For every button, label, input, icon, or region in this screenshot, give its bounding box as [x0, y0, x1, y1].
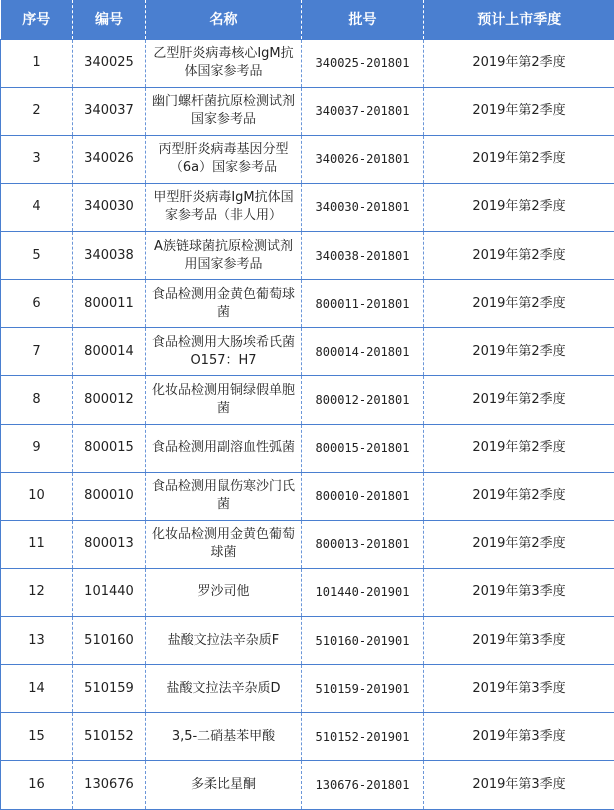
cell-name: 丙型肝炎病毒基因分型（6a）国家参考品	[146, 135, 302, 183]
cell-quarter: 2019年第2季度	[424, 280, 614, 328]
cell-seq: 9	[1, 424, 73, 472]
cell-code: 800012	[73, 376, 146, 424]
table-row	[1, 665, 614, 713]
cell-quarter: 2019年第2季度	[424, 183, 614, 231]
cell-name: 罗沙司他	[146, 568, 302, 616]
header-name: 名称	[146, 0, 302, 39]
cell-seq: 6	[1, 280, 73, 328]
header-quarter: 预计上市季度	[424, 0, 614, 39]
cell-quarter: 2019年第2季度	[424, 135, 614, 183]
cell-seq: 2	[1, 87, 73, 135]
cell-quarter: 2019年第2季度	[424, 472, 614, 520]
cell-seq: 12	[1, 568, 73, 616]
cell-code: 340038	[73, 232, 146, 280]
table-row	[1, 617, 614, 665]
cell-quarter: 2019年第3季度	[424, 665, 614, 713]
cell-lot: 510159-201901	[302, 665, 424, 713]
cell-name: 化妆品检测用金黄色葡萄球菌	[146, 520, 302, 568]
cell-seq: 14	[1, 665, 73, 713]
cell-quarter: 2019年第2季度	[424, 328, 614, 376]
cell-seq: 8	[1, 376, 73, 424]
cell-code: 800015	[73, 424, 146, 472]
cell-seq: 11	[1, 520, 73, 568]
cell-lot: 800013-201801	[302, 520, 424, 568]
cell-name: A族链球菌抗原检测试剂用国家参考品	[146, 232, 302, 280]
cell-quarter: 2019年第2季度	[424, 424, 614, 472]
cell-name: 食品检测用金黄色葡萄球菌	[146, 280, 302, 328]
table-row	[1, 472, 614, 520]
table-row	[1, 713, 614, 761]
cell-lot: 800015-201801	[302, 424, 424, 472]
table-row	[1, 232, 614, 280]
cell-code: 340030	[73, 183, 146, 231]
cell-code: 510160	[73, 617, 146, 665]
cell-code: 340026	[73, 135, 146, 183]
cell-seq: 1	[1, 39, 73, 87]
table-body	[1, 39, 614, 809]
cell-seq: 4	[1, 183, 73, 231]
table-row	[1, 328, 614, 376]
cell-name: 化妆品检测用铜绿假单胞菌	[146, 376, 302, 424]
cell-seq: 15	[1, 713, 73, 761]
table-row	[1, 135, 614, 183]
table-row	[1, 520, 614, 568]
cell-lot: 800010-201801	[302, 472, 424, 520]
table-row	[1, 761, 614, 809]
table-row	[1, 568, 614, 616]
cell-name: 乙型肝炎病毒核心IgM抗体国家参考品	[146, 39, 302, 87]
cell-seq: 5	[1, 232, 73, 280]
cell-name: 盐酸文拉法辛杂质D	[146, 665, 302, 713]
cell-code: 130676	[73, 761, 146, 809]
cell-quarter: 2019年第3季度	[424, 713, 614, 761]
cell-lot: 800012-201801	[302, 376, 424, 424]
cell-seq: 3	[1, 135, 73, 183]
cell-code: 340025	[73, 39, 146, 87]
cell-name: 多柔比星酮	[146, 761, 302, 809]
cell-name: 食品检测用副溶血性弧菌	[146, 424, 302, 472]
cell-quarter: 2019年第3季度	[424, 617, 614, 665]
cell-lot: 130676-201801	[302, 761, 424, 809]
cell-quarter: 2019年第2季度	[424, 232, 614, 280]
cell-code: 340037	[73, 87, 146, 135]
cell-lot: 340038-201801	[302, 232, 424, 280]
cell-quarter: 2019年第3季度	[424, 568, 614, 616]
table-row	[1, 183, 614, 231]
cell-seq: 16	[1, 761, 73, 809]
table-row	[1, 376, 614, 424]
cell-code: 800014	[73, 328, 146, 376]
table-row	[1, 87, 614, 135]
cell-code: 800011	[73, 280, 146, 328]
cell-lot: 510160-201901	[302, 617, 424, 665]
header-lot: 批号	[302, 0, 424, 39]
cell-lot: 101440-201901	[302, 568, 424, 616]
cell-lot: 340037-201801	[302, 87, 424, 135]
cell-lot: 800014-201801	[302, 328, 424, 376]
header-code: 编号	[73, 0, 146, 39]
cell-code: 800013	[73, 520, 146, 568]
cell-name: 盐酸文拉法辛杂质F	[146, 617, 302, 665]
cell-lot: 340030-201801	[302, 183, 424, 231]
cell-quarter: 2019年第3季度	[424, 761, 614, 809]
table-row	[1, 424, 614, 472]
cell-lot: 510152-201901	[302, 713, 424, 761]
cell-quarter: 2019年第2季度	[424, 39, 614, 87]
cell-seq: 7	[1, 328, 73, 376]
table-row	[1, 280, 614, 328]
cell-seq: 10	[1, 472, 73, 520]
cell-code: 510159	[73, 665, 146, 713]
cell-code: 101440	[73, 568, 146, 616]
cell-seq: 13	[1, 617, 73, 665]
table-row	[1, 39, 614, 87]
cell-lot: 340025-201801	[302, 39, 424, 87]
cell-name: 幽门螺杆菌抗原检测试剂国家参考品	[146, 87, 302, 135]
cell-name: 食品检测用鼠伤寒沙门氏菌	[146, 472, 302, 520]
cell-name: 食品检测用大肠埃希氏菌O157：H7	[146, 328, 302, 376]
cell-name: 甲型肝炎病毒IgM抗体国家参考品（非人用）	[146, 183, 302, 231]
cell-quarter: 2019年第2季度	[424, 520, 614, 568]
cell-quarter: 2019年第2季度	[424, 87, 614, 135]
cell-code: 800010	[73, 472, 146, 520]
cell-lot: 340026-201801	[302, 135, 424, 183]
cell-lot: 800011-201801	[302, 280, 424, 328]
cell-name: 3,5-二硝基苯甲酸	[146, 713, 302, 761]
cell-quarter: 2019年第2季度	[424, 376, 614, 424]
table-header-row	[1, 0, 614, 39]
cell-code: 510152	[73, 713, 146, 761]
header-seq: 序号	[1, 0, 73, 39]
